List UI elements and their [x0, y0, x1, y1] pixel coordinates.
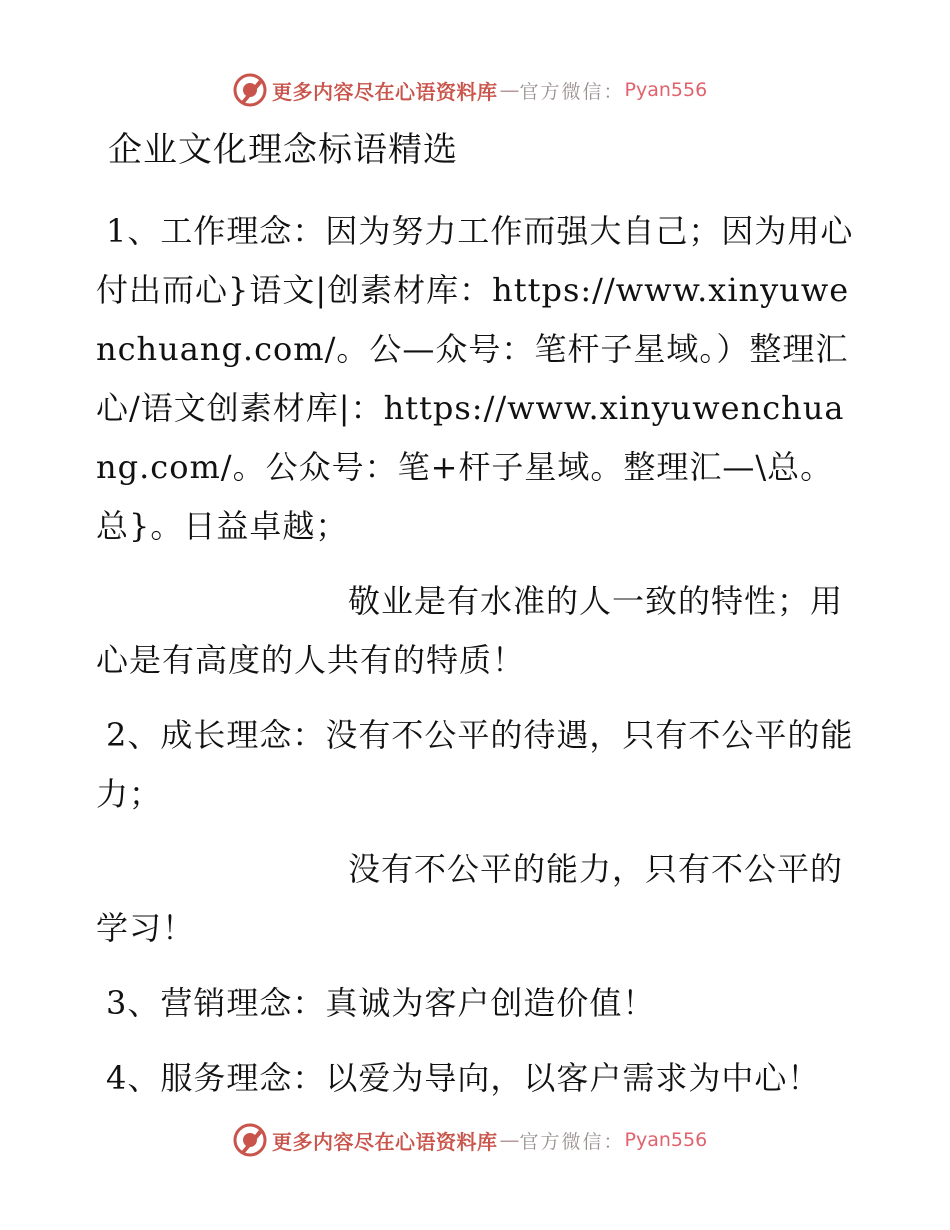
pen-logo-icon [232, 1122, 268, 1158]
watermark-brand: 更多内容尽在心语资料库 [272, 79, 498, 104]
watermark-wechat-id: Pyan556 [624, 1129, 708, 1151]
watermark-dash: — [499, 78, 520, 102]
watermark-header [232, 70, 707, 110]
document-body [96, 120, 856, 1108]
watermark-wechat-id: Pyan556 [624, 79, 708, 101]
watermark-dash: — [499, 1128, 520, 1152]
paragraph-growth-philosophy: 2、成长理念：没有不公平的待遇，只有不公平的能力； [96, 716, 854, 813]
pen-logo-icon [232, 72, 268, 108]
watermark-footer [232, 1120, 707, 1160]
paragraph-service-philosophy: 4、服务理念：以爱为导向，以客户需求为中心！ [106, 1059, 821, 1097]
watermark-official-label: 官方微信： [519, 80, 625, 103]
paragraph-marketing-philosophy: 3、营销理念：真诚为客户创造价值！ [106, 984, 656, 1022]
watermark-official-label: 官方微信： [519, 1130, 625, 1153]
page-title: 企业文化理念标语精选 [108, 130, 458, 170]
watermark-brand: 更多内容尽在心语资料库 [272, 1129, 498, 1154]
paragraph-learning: 没有不公平的能力，只有不公平的学习！ [96, 850, 844, 947]
paragraph-work-philosophy: 1、工作理念：因为努力工作而强大自己；因为用心付出而心}语文|创素材库：https://www.xinyuwenchuang.com/。公—众号：笔杆子星域。）整理汇心/语文创素材库|：https://www.xinyuwenchuang.com/。公众号：笔+杆子星域。整理汇—\总。总}。日益卓越； [96, 212, 854, 545]
paragraph-dedication: 敬业是有水准的人一致的特性；用心是有高度的人共有的特质！ [96, 582, 844, 679]
